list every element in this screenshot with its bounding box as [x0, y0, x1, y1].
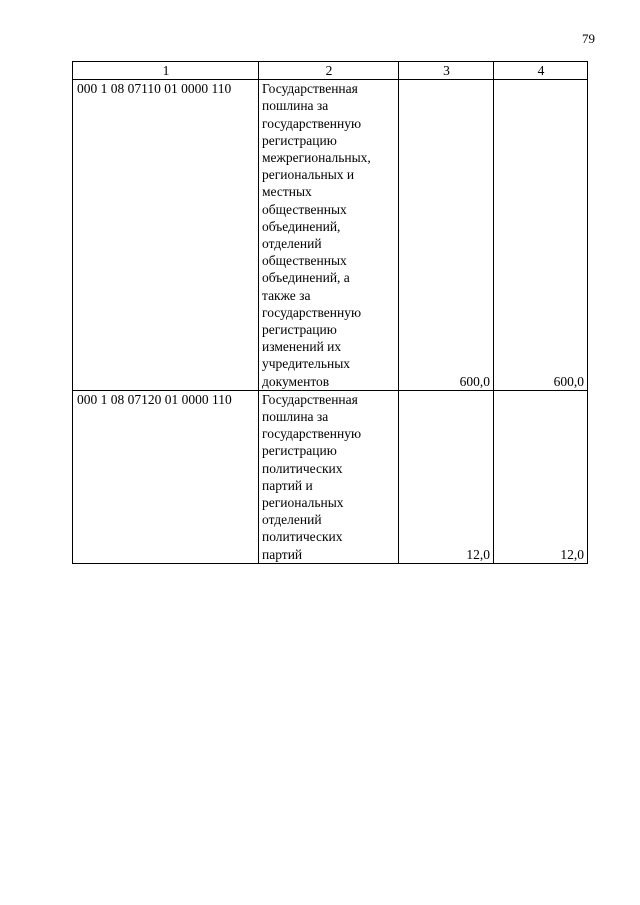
name-line: также за [262, 287, 311, 303]
row-value-col3: 600,0 [399, 80, 494, 391]
name-line: пошлина за [262, 409, 329, 425]
name-line: пошлина за [262, 98, 329, 114]
header-row [73, 62, 588, 80]
name-line: межрегиональных, [262, 150, 371, 166]
row-name [259, 390, 399, 563]
name-line: учредительных [262, 356, 351, 372]
name-line: местных [262, 184, 312, 200]
page-number: 79 [582, 31, 595, 46]
name-line: партий [262, 546, 303, 562]
header-col-1: 1 [73, 62, 259, 80]
row-value-col4: 600,0 [494, 80, 588, 391]
name-line: отделений [262, 512, 322, 528]
name-line: Государственная [262, 391, 358, 407]
name-line: Государственная [262, 81, 358, 97]
budget-table [72, 61, 588, 564]
row-value-col4: 12,0 [494, 390, 588, 563]
row-code: 000 1 08 07110 01 0000 110 [73, 80, 259, 391]
name-line: изменений их [262, 339, 342, 355]
name-line: регистрацию [262, 443, 337, 459]
name-line: политических [262, 460, 343, 476]
name-line: регистрацию [262, 322, 337, 338]
name-line: общественных [262, 253, 347, 269]
name-line: региональных [262, 495, 344, 511]
name-line: отделений [262, 236, 322, 252]
row-name [259, 80, 399, 391]
name-line: объединений, а [262, 270, 350, 286]
header-col-3: 3 [399, 62, 494, 80]
row-code: 000 1 08 07120 01 0000 110 [73, 390, 259, 563]
name-line: регистрацию [262, 132, 337, 148]
header-col-2: 2 [259, 62, 399, 80]
name-line: документов [262, 373, 330, 389]
row-value-col3: 12,0 [399, 390, 494, 563]
name-line: государственную [262, 304, 362, 320]
name-line: региональных и [262, 167, 355, 183]
name-line: объединений, [262, 218, 341, 234]
name-line: государственную [262, 115, 362, 131]
table-row [73, 80, 588, 391]
name-line: политических [262, 529, 343, 545]
name-line: партий и [262, 477, 313, 493]
name-line: государственную [262, 426, 362, 442]
table-row [73, 390, 588, 563]
header-col-4: 4 [494, 62, 588, 80]
name-line: общественных [262, 201, 347, 217]
